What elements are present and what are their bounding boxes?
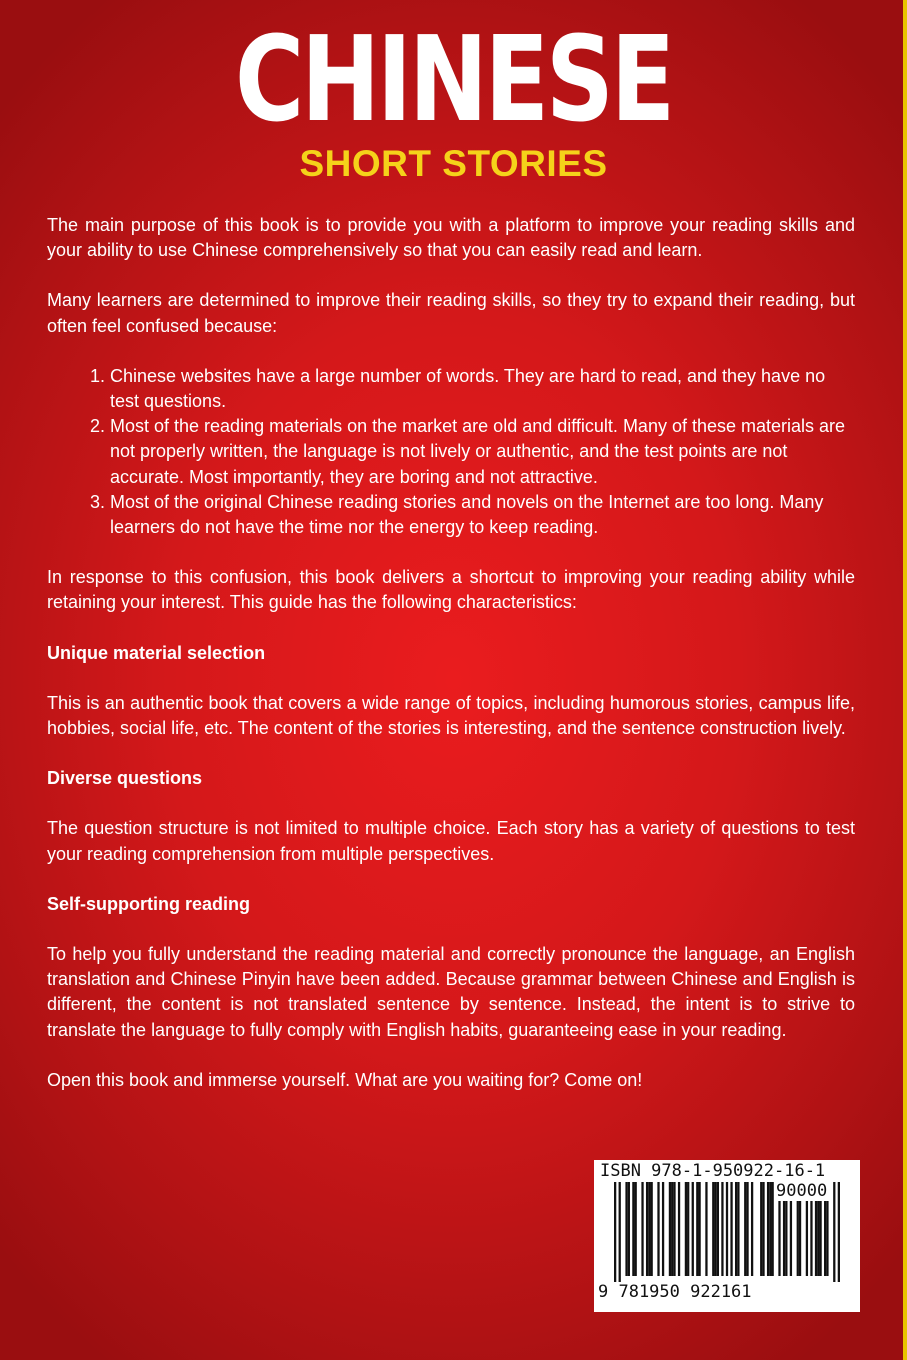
book-title: CHINESE (235, 10, 672, 148)
list-item: 2. Most of the reading materials on the market are old and difficult. Many of these materials are not properly written, the language is not lively or authentic, and the test points are not accurate. Most importantly, they are boring and not attractive. (110, 414, 855, 490)
feature-heading: Unique material selection (47, 642, 266, 663)
intro-paragraph-1: The main purpose of this book is to provide you with a platform to improve your reading skills and your ability to use Chinese comprehensively so that you can easily read and learn. (47, 215, 855, 261)
feature-text: This is an authentic book that covers a wide range of topics, including humorous stories, campus life, hobbies, social life, etc. The content of the stories is interesting, and the sentence construction lively. (47, 692, 855, 739)
feature-heading: Diverse questions (47, 768, 203, 789)
feature-heading: Self-supporting reading (47, 893, 251, 914)
spine-edge (903, 0, 907, 1360)
price-code: 90000 (776, 1181, 828, 1201)
back-cover-blurb (47, 213, 855, 1118)
feature-text: To help you fully understand the reading material and correctly pronounce the language, an English translation and Chinese Pinyin have been added. Because grammar between Chinese and English is different, the content is not translated sentence by sentence. Instead, the intent is to strive to translate the language to fully comply with English habits, guaranteeing ease in your reading. (47, 944, 855, 1040)
isbn-barcode (594, 1160, 860, 1312)
isbn-label: ISBN 978-1-950922-16-1 (600, 1161, 826, 1181)
feature-text: The question structure is not limited to multiple choice. Each story has a variety of questions to test your reading comprehension from multiple perspectives. (47, 818, 855, 864)
intro-paragraph-3: In response to this confusion, this book delivers a shortcut to improving your reading ability while retaining your interest. This guide has the following characteristics: (47, 567, 855, 613)
intro-paragraph-2: Many learners are determined to improve their reading skills, so they try to expand their reading, but often feel confused because: (47, 290, 855, 336)
ean-digits: 9 781950 922161 (598, 1282, 752, 1302)
closing-line: Open this book and immerse yourself. What are you waiting for? Come on! (47, 1069, 643, 1090)
list-item: 1. Chinese websites have a large number of words. They are hard to read, and they have no test questions. (110, 364, 855, 414)
problems-list (47, 364, 855, 540)
book-subtitle: SHORT STORIES (299, 143, 608, 184)
list-item: 3. Most of the original Chinese reading stories and novels on the Internet are too long. Many learners do not have the time nor the energy to keep reading. (110, 490, 855, 540)
